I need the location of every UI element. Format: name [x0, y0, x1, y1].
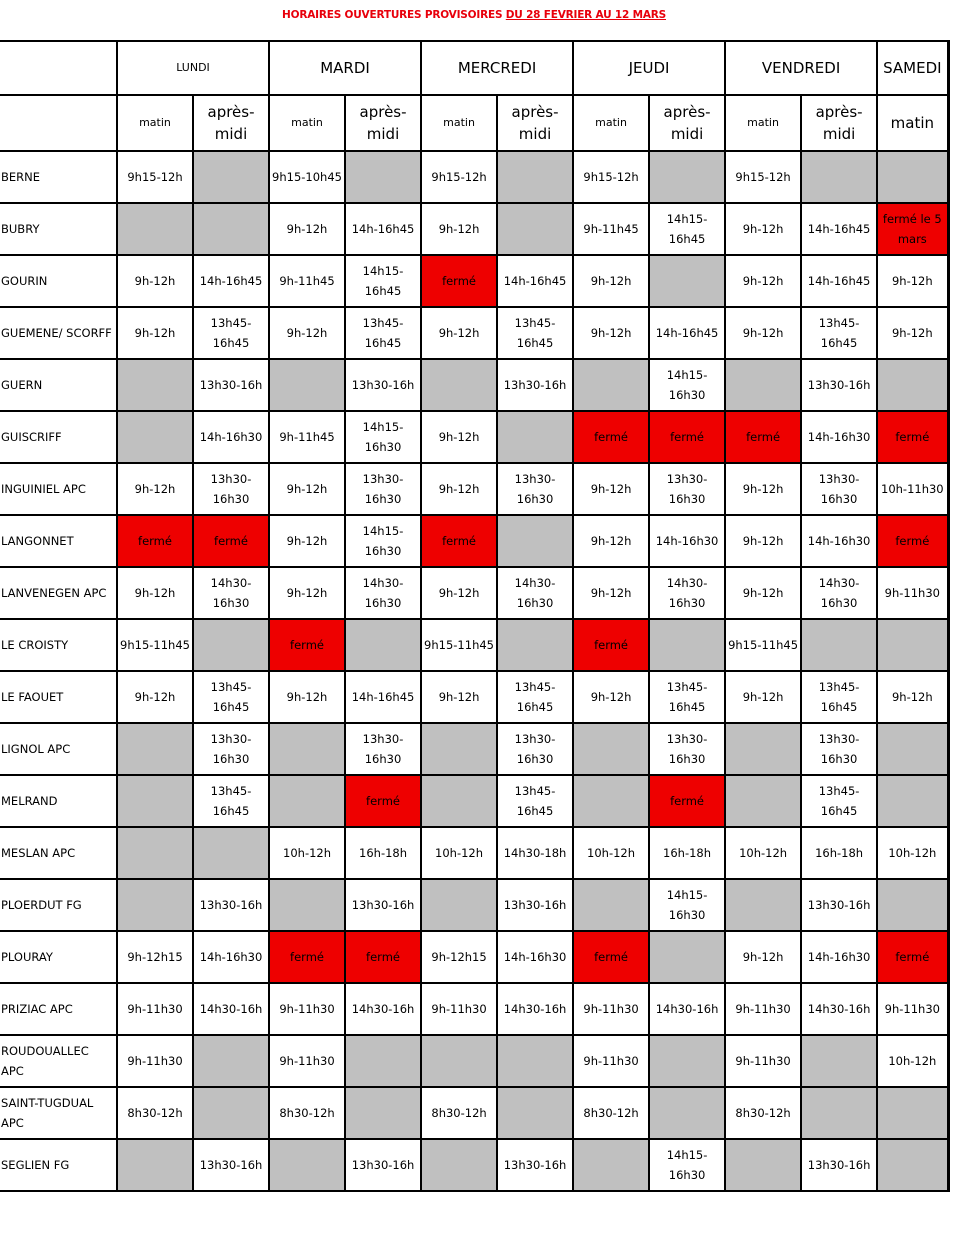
hours-cell: 14h-16h30	[193, 411, 269, 463]
hours-cell: 9h-11h45	[269, 411, 345, 463]
hours-cell: 9h-11h30	[573, 983, 649, 1035]
hours-cell: 9h-12h	[269, 307, 345, 359]
hours-cell: 13h30-16h30	[193, 463, 269, 515]
site-name: LANGONNET	[0, 515, 117, 567]
page-title	[0, 9, 948, 21]
table-row	[0, 827, 948, 879]
site-name: SAINT-TUGDUAL APC	[0, 1087, 117, 1139]
hours-cell: 16h-18h	[649, 827, 725, 879]
unavailable-cell	[117, 775, 193, 827]
unavailable-cell	[877, 151, 948, 203]
unavailable-cell	[877, 775, 948, 827]
day-header-jeudi: JEUDI	[573, 41, 725, 95]
closed-cell: fermé	[725, 411, 801, 463]
unavailable-cell	[573, 879, 649, 931]
unavailable-cell	[193, 151, 269, 203]
hours-cell: 14h-16h30	[497, 931, 573, 983]
hours-cell: 14h-16h45	[801, 255, 877, 307]
hours-cell: 13h30-16h	[801, 879, 877, 931]
hours-cell: 9h-12h	[117, 255, 193, 307]
period-header-matin: matin	[117, 95, 193, 151]
closed-cell: fermé	[269, 931, 345, 983]
hours-cell: 9h-12h	[725, 463, 801, 515]
hours-cell: 9h-11h30	[877, 567, 948, 619]
hours-cell: 9h-12h	[269, 567, 345, 619]
day-header-samedi: SAMEDI	[877, 41, 948, 95]
hours-cell: 14h-16h30	[801, 515, 877, 567]
table-row	[0, 411, 948, 463]
hours-cell: 14h30-16h30	[649, 567, 725, 619]
site-name: LIGNOL APC	[0, 723, 117, 775]
hours-cell: 10h-11h30	[877, 463, 948, 515]
table-row	[0, 931, 948, 983]
unavailable-cell	[497, 151, 573, 203]
unavailable-cell	[573, 1139, 649, 1191]
hours-cell: 10h-12h	[421, 827, 497, 879]
unavailable-cell	[193, 619, 269, 671]
hours-cell: 9h-12h	[877, 307, 948, 359]
unavailable-cell	[877, 879, 948, 931]
period-header-matin-samedi: matin	[877, 95, 948, 151]
table-row	[0, 307, 948, 359]
hours-cell: 9h-12h15	[117, 931, 193, 983]
hours-cell: 14h-16h30	[801, 411, 877, 463]
closed-cell: fermé	[573, 931, 649, 983]
hours-cell: 14h30-16h30	[193, 567, 269, 619]
unavailable-cell	[421, 1035, 497, 1087]
table-row	[0, 151, 948, 203]
closed-cell: fermé	[269, 619, 345, 671]
hours-cell: 9h-11h30	[725, 1035, 801, 1087]
site-name: LANVENEGEN APC	[0, 567, 117, 619]
closed-cell: fermé	[649, 775, 725, 827]
hours-cell: 9h15-11h45	[725, 619, 801, 671]
hours-cell: 9h-11h45	[269, 255, 345, 307]
unavailable-cell	[573, 359, 649, 411]
hours-cell: 9h-12h	[573, 671, 649, 723]
hours-cell: 9h-12h	[117, 567, 193, 619]
hours-cell: 9h-12h	[573, 567, 649, 619]
hours-cell: 8h30-12h	[117, 1087, 193, 1139]
hours-cell: 13h30-16h	[345, 879, 421, 931]
hours-cell: 8h30-12h	[269, 1087, 345, 1139]
closed-cell: fermé	[877, 411, 948, 463]
hours-cell: 9h-12h	[421, 411, 497, 463]
table-row	[0, 1087, 948, 1139]
unavailable-cell	[573, 723, 649, 775]
hours-cell: 9h15-11h45	[117, 619, 193, 671]
hours-cell: 13h45-16h45	[801, 307, 877, 359]
unavailable-cell	[421, 879, 497, 931]
hours-cell: 13h30-16h30	[497, 723, 573, 775]
hours-cell: 14h15-16h30	[345, 515, 421, 567]
site-name: MELRAND	[0, 775, 117, 827]
hours-cell: 9h-11h30	[269, 983, 345, 1035]
unavailable-cell	[421, 723, 497, 775]
hours-cell: 14h30-16h30	[497, 567, 573, 619]
hours-cell: 9h-12h	[725, 307, 801, 359]
unavailable-cell	[193, 203, 269, 255]
schedule-table	[0, 40, 950, 1192]
hours-cell: 9h-12h	[573, 307, 649, 359]
hours-cell: 13h45-16h45	[497, 671, 573, 723]
unavailable-cell	[801, 151, 877, 203]
hours-cell: 16h-18h	[345, 827, 421, 879]
site-name: GUISCRIFF	[0, 411, 117, 463]
day-header-mercredi: MERCREDI	[421, 41, 573, 95]
hours-cell: 9h-11h30	[421, 983, 497, 1035]
hours-cell: 10h-12h	[573, 827, 649, 879]
hours-cell: 9h15-12h	[117, 151, 193, 203]
hours-cell: 9h-12h	[421, 203, 497, 255]
table-row	[0, 359, 948, 411]
unavailable-cell	[117, 827, 193, 879]
day-header-vendredi: VENDREDI	[725, 41, 877, 95]
unavailable-cell	[421, 359, 497, 411]
hours-cell: 9h-12h	[269, 671, 345, 723]
hours-cell: 13h30-16h30	[801, 463, 877, 515]
corner-cell-periods	[0, 95, 117, 151]
hours-cell: 13h30-16h30	[345, 723, 421, 775]
unavailable-cell	[345, 151, 421, 203]
period-header-apres-midi: après-midi	[345, 95, 421, 151]
hours-cell: 14h30-16h	[801, 983, 877, 1035]
hours-cell: 13h30-16h	[801, 359, 877, 411]
table-row	[0, 203, 948, 255]
schedule-body	[0, 41, 948, 1191]
unavailable-cell	[117, 359, 193, 411]
hours-cell: 13h30-16h	[193, 359, 269, 411]
unavailable-cell	[497, 1087, 573, 1139]
unavailable-cell	[269, 359, 345, 411]
unavailable-cell	[801, 619, 877, 671]
period-header-apres-midi: après-midi	[497, 95, 573, 151]
table-row	[0, 671, 948, 723]
hours-cell: 9h15-12h	[573, 151, 649, 203]
unavailable-cell	[117, 411, 193, 463]
site-name: PLOERDUT FG	[0, 879, 117, 931]
hours-cell: 9h-12h	[725, 567, 801, 619]
hours-cell: 9h15-12h	[725, 151, 801, 203]
closed-cell: fermé le 5 mars	[877, 203, 948, 255]
hours-cell: 14h-16h30	[193, 931, 269, 983]
table-row	[0, 255, 948, 307]
table-row	[0, 1139, 948, 1191]
hours-cell: 9h-12h	[725, 515, 801, 567]
hours-cell: 14h-16h30	[649, 515, 725, 567]
unavailable-cell	[497, 619, 573, 671]
closed-cell: fermé	[877, 515, 948, 567]
site-name: LE FAOUET	[0, 671, 117, 723]
hours-cell: 14h30-16h	[497, 983, 573, 1035]
period-header-apres-midi: après-midi	[193, 95, 269, 151]
closed-cell: fermé	[421, 515, 497, 567]
unavailable-cell	[497, 515, 573, 567]
day-header-row	[0, 41, 948, 95]
hours-cell: 13h30-16h	[497, 1139, 573, 1191]
table-row	[0, 775, 948, 827]
hours-cell: 14h-16h45	[345, 671, 421, 723]
unavailable-cell	[649, 619, 725, 671]
unavailable-cell	[649, 931, 725, 983]
hours-cell: 9h15-11h45	[421, 619, 497, 671]
hours-cell: 13h30-16h30	[649, 723, 725, 775]
hours-cell: 10h-12h	[269, 827, 345, 879]
hours-cell: 14h30-16h30	[345, 567, 421, 619]
unavailable-cell	[725, 359, 801, 411]
unavailable-cell	[117, 1139, 193, 1191]
unavailable-cell	[193, 827, 269, 879]
hours-cell: 13h30-16h30	[193, 723, 269, 775]
hours-cell: 14h30-16h	[649, 983, 725, 1035]
hours-cell: 8h30-12h	[573, 1087, 649, 1139]
closed-cell: fermé	[345, 931, 421, 983]
hours-cell: 9h-12h	[269, 203, 345, 255]
hours-cell: 13h45-16h45	[193, 775, 269, 827]
table-row	[0, 879, 948, 931]
site-name: GUERN	[0, 359, 117, 411]
closed-cell: fermé	[345, 775, 421, 827]
hours-cell: 13h30-16h	[193, 879, 269, 931]
hours-cell: 9h-12h	[573, 463, 649, 515]
unavailable-cell	[497, 411, 573, 463]
closed-cell: fermé	[193, 515, 269, 567]
unavailable-cell	[421, 775, 497, 827]
hours-cell: 14h15-16h45	[649, 203, 725, 255]
hours-cell: 14h15-16h45	[345, 255, 421, 307]
hours-cell: 13h30-16h	[345, 1139, 421, 1191]
unavailable-cell	[725, 1139, 801, 1191]
hours-cell: 9h-12h	[725, 255, 801, 307]
unavailable-cell	[725, 879, 801, 931]
hours-cell: 9h-12h	[269, 515, 345, 567]
unavailable-cell	[117, 879, 193, 931]
unavailable-cell	[801, 1035, 877, 1087]
hours-cell: 9h-12h	[117, 463, 193, 515]
hours-cell: 14h15-16h30	[649, 359, 725, 411]
unavailable-cell	[269, 723, 345, 775]
day-header-mardi: MARDI	[269, 41, 421, 95]
hours-cell: 13h30-16h30	[345, 463, 421, 515]
period-header-row	[0, 95, 948, 151]
unavailable-cell	[497, 203, 573, 255]
unavailable-cell	[421, 1139, 497, 1191]
unavailable-cell	[725, 723, 801, 775]
site-name: GUEMENE/ SCORFF	[0, 307, 117, 359]
unavailable-cell	[649, 151, 725, 203]
hours-cell: 13h30-16h	[497, 359, 573, 411]
hours-cell: 13h30-16h	[345, 359, 421, 411]
hours-cell: 14h30-16h30	[801, 567, 877, 619]
table-row	[0, 1035, 948, 1087]
hours-cell: 14h-16h45	[497, 255, 573, 307]
table-row	[0, 515, 948, 567]
table-row	[0, 619, 948, 671]
period-header-apres-midi: après-midi	[649, 95, 725, 151]
hours-cell: 9h-12h	[877, 671, 948, 723]
unavailable-cell	[269, 775, 345, 827]
site-name: LE CROISTY	[0, 619, 117, 671]
hours-cell: 9h-12h	[421, 567, 497, 619]
unavailable-cell	[269, 1139, 345, 1191]
hours-cell: 14h-16h45	[649, 307, 725, 359]
unavailable-cell	[877, 723, 948, 775]
unavailable-cell	[877, 359, 948, 411]
site-name: MESLAN APC	[0, 827, 117, 879]
site-name: PLOURAY	[0, 931, 117, 983]
unavailable-cell	[345, 1087, 421, 1139]
site-name: INGUINIEL APC	[0, 463, 117, 515]
hours-cell: 13h45-16h45	[345, 307, 421, 359]
day-header-lundi: LUNDI	[117, 41, 269, 95]
title-main: HORAIRES OUVERTURES PROVISOIRES	[282, 9, 503, 21]
hours-cell: 13h45-16h45	[497, 775, 573, 827]
hours-cell: 16h-18h	[801, 827, 877, 879]
site-name: SEGLIEN FG	[0, 1139, 117, 1191]
period-header-matin: matin	[573, 95, 649, 151]
site-name: GOURIN	[0, 255, 117, 307]
unavailable-cell	[193, 1087, 269, 1139]
hours-cell: 14h15-16h30	[345, 411, 421, 463]
hours-cell: 9h-12h	[725, 203, 801, 255]
hours-cell: 14h-16h45	[801, 203, 877, 255]
hours-cell: 13h45-16h45	[193, 671, 269, 723]
unavailable-cell	[725, 775, 801, 827]
closed-cell: fermé	[117, 515, 193, 567]
hours-cell: 9h-11h45	[573, 203, 649, 255]
hours-cell: 14h15-16h30	[649, 1139, 725, 1191]
unavailable-cell	[573, 775, 649, 827]
hours-cell: 13h30-16h30	[801, 723, 877, 775]
hours-cell: 10h-12h	[725, 827, 801, 879]
hours-cell: 9h-11h30	[573, 1035, 649, 1087]
table-row	[0, 463, 948, 515]
site-name: PRIZIAC APC	[0, 983, 117, 1035]
unavailable-cell	[345, 1035, 421, 1087]
period-header-matin: matin	[725, 95, 801, 151]
table-row	[0, 723, 948, 775]
unavailable-cell	[269, 879, 345, 931]
hours-cell: 9h-12h	[725, 671, 801, 723]
hours-cell: 14h15-16h30	[649, 879, 725, 931]
closed-cell: fermé	[421, 255, 497, 307]
hours-cell: 13h45-16h45	[193, 307, 269, 359]
unavailable-cell	[117, 723, 193, 775]
hours-cell: 9h-11h30	[725, 983, 801, 1035]
hours-cell: 9h-12h	[117, 307, 193, 359]
unavailable-cell	[877, 1139, 948, 1191]
hours-cell: 13h30-16h30	[649, 463, 725, 515]
unavailable-cell	[497, 1035, 573, 1087]
hours-cell: 14h30-16h	[193, 983, 269, 1035]
hours-cell: 14h-16h30	[801, 931, 877, 983]
site-name: BUBRY	[0, 203, 117, 255]
hours-cell: 9h15-12h	[421, 151, 497, 203]
hours-cell: 14h-16h45	[193, 255, 269, 307]
hours-cell: 9h-12h	[421, 463, 497, 515]
table-row	[0, 983, 948, 1035]
unavailable-cell	[649, 1087, 725, 1139]
hours-cell: 13h45-16h45	[497, 307, 573, 359]
hours-cell: 9h-12h	[725, 931, 801, 983]
hours-cell: 10h-12h	[877, 1035, 948, 1087]
hours-cell: 9h-12h	[117, 671, 193, 723]
unavailable-cell	[193, 1035, 269, 1087]
period-header-matin: matin	[269, 95, 345, 151]
unavailable-cell	[649, 1035, 725, 1087]
table-row	[0, 567, 948, 619]
period-header-matin: matin	[421, 95, 497, 151]
hours-cell: 8h30-12h	[421, 1087, 497, 1139]
hours-cell: 13h30-16h	[801, 1139, 877, 1191]
unavailable-cell	[877, 619, 948, 671]
closed-cell: fermé	[649, 411, 725, 463]
hours-cell: 9h15-10h45	[269, 151, 345, 203]
unavailable-cell	[117, 203, 193, 255]
hours-cell: 8h30-12h	[725, 1087, 801, 1139]
unavailable-cell	[345, 619, 421, 671]
hours-cell: 13h45-16h45	[801, 671, 877, 723]
unavailable-cell	[877, 1087, 948, 1139]
hours-cell: 9h-12h	[573, 515, 649, 567]
site-name: ROUDOUALLEC APC	[0, 1035, 117, 1087]
hours-cell: 9h-12h15	[421, 931, 497, 983]
hours-cell: 9h-11h30	[269, 1035, 345, 1087]
corner-cell	[0, 41, 117, 95]
unavailable-cell	[649, 255, 725, 307]
hours-cell: 13h45-16h45	[649, 671, 725, 723]
hours-cell: 14h30-16h	[345, 983, 421, 1035]
hours-cell: 9h-12h	[421, 307, 497, 359]
hours-cell: 9h-12h	[269, 463, 345, 515]
period-header-apres-midi: après-midi	[801, 95, 877, 151]
hours-cell: 13h30-16h30	[497, 463, 573, 515]
hours-cell: 13h30-16h	[193, 1139, 269, 1191]
hours-cell: 14h30-18h	[497, 827, 573, 879]
unavailable-cell	[801, 1087, 877, 1139]
closed-cell: fermé	[573, 411, 649, 463]
hours-cell: 14h-16h45	[345, 203, 421, 255]
hours-cell: 9h-12h	[573, 255, 649, 307]
hours-cell: 9h-11h30	[117, 983, 193, 1035]
closed-cell: fermé	[877, 931, 948, 983]
hours-cell: 13h45-16h45	[801, 775, 877, 827]
hours-cell: 9h-12h	[421, 671, 497, 723]
hours-cell: 9h-12h	[877, 255, 948, 307]
site-name: BERNE	[0, 151, 117, 203]
title-dates: DU 28 FEVRIER AU 12 MARS	[505, 9, 666, 21]
closed-cell: fermé	[573, 619, 649, 671]
hours-cell: 9h-11h30	[877, 983, 948, 1035]
hours-cell: 10h-12h	[877, 827, 948, 879]
hours-cell: 13h30-16h	[497, 879, 573, 931]
hours-cell: 9h-11h30	[117, 1035, 193, 1087]
